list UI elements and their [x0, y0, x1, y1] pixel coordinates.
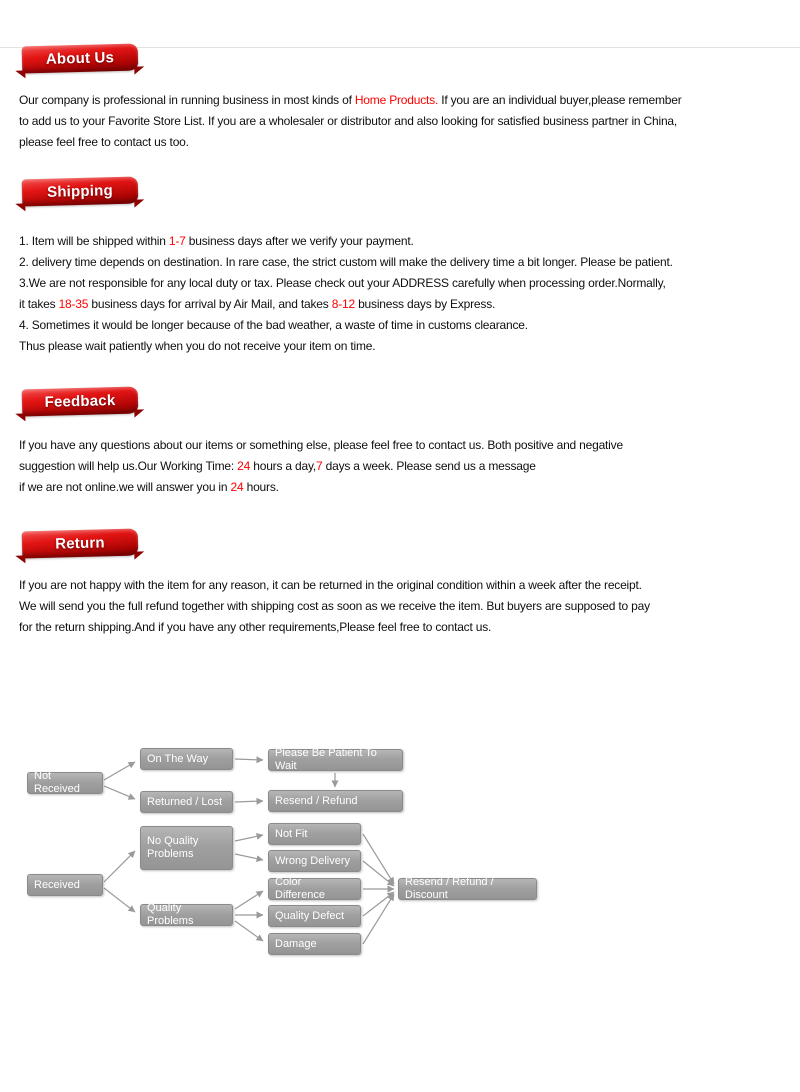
text-segment: 3.We are not responsible for any local duty or tax. Please check out your ADDRESS carefully when processing order.Normally, — [19, 276, 666, 290]
text-line — [19, 132, 797, 153]
section-about — [0, 45, 800, 153]
node-label: Wrong Delivery — [275, 854, 350, 867]
flowchart-node-quality-problems — [140, 904, 233, 926]
text-segment: for the return shipping.And if you have any other requirements,Please feel free to contact us. — [19, 620, 492, 634]
about-ribbon-banner — [22, 43, 139, 73]
text-line — [19, 294, 797, 315]
text-line — [19, 575, 797, 596]
return-paragraph — [19, 575, 797, 638]
node-label: Not Fit — [275, 827, 308, 840]
node-label: On The Way — [147, 752, 209, 765]
text-line — [19, 477, 797, 498]
text-segment: business days for arrival by Air Mail, and takes — [88, 297, 332, 311]
text-line — [19, 435, 797, 456]
flowchart-node-on-the-way — [140, 748, 233, 770]
text-segment: hours a day, — [250, 459, 316, 473]
feedback-paragraph — [19, 435, 797, 498]
text-segment: if we are not online.we will answer you in — [19, 480, 231, 494]
highlighted-text: Home Products. — [354, 93, 439, 107]
text-segment: Our company is professional in running business in most kinds of — [19, 93, 355, 107]
node-label: Not Received — [34, 770, 80, 795]
flowchart-node-quality-defect — [268, 905, 361, 927]
highlighted-text: 7 — [316, 459, 323, 473]
flowchart-node-no-quality-problems — [140, 826, 233, 870]
section-feedback — [0, 388, 800, 498]
node-label: No Quality Problems — [147, 835, 199, 860]
text-line — [19, 252, 797, 273]
node-label: Returned / Lost — [147, 795, 223, 808]
text-line — [19, 231, 797, 252]
text-segment: Thus please wait patiently when you do not receive your item on time. — [19, 339, 376, 353]
flowchart-node-not-fit — [268, 823, 361, 845]
text-segment: business days after we verify your payment. — [185, 234, 414, 248]
text-segment: business days by Express. — [354, 297, 496, 311]
text-line — [19, 90, 797, 111]
highlighted-text: 24 — [230, 480, 244, 494]
text-line — [19, 456, 797, 477]
text-segment: hours. — [243, 480, 279, 494]
text-segment: If you are not happy with the item for any reason, it can be returned in the original condition within a week after the receipt. — [19, 578, 642, 592]
node-label: Please Be Patient To Wait — [275, 747, 377, 772]
return-ribbon-label: Return — [55, 534, 105, 553]
feedback-ribbon-banner — [22, 386, 139, 416]
text-segment: We will send you the full refund together with shipping cost as soon as we receive the item. But buyers are supposed to pay — [19, 599, 650, 613]
text-segment: If you are an individual buyer,please remember — [438, 93, 682, 107]
text-segment: If you have any questions about our items or something else, please feel free to contact us. Both positive and negative — [19, 438, 623, 452]
node-label: Received — [34, 878, 80, 891]
text-line — [19, 596, 797, 617]
text-segment: days a week. Please send us a message — [322, 459, 536, 473]
text-segment: 1. Item will be shipped within — [19, 234, 169, 248]
node-label: Damage — [275, 937, 317, 950]
flowchart-node-color-difference — [268, 878, 361, 900]
about-paragraph — [19, 90, 797, 153]
shipping-ribbon-label: Shipping — [46, 182, 114, 201]
node-label: Resend / Refund / Discount — [405, 876, 494, 901]
flowchart-node-be-patient — [268, 749, 403, 771]
text-segment: to add us to your Favorite Store List. If you are a wholesaler or distributor and also looking for satisfied business partner in China, — [19, 114, 678, 128]
section-shipping — [0, 178, 800, 357]
node-label: Quality Defect — [275, 909, 345, 922]
highlighted-text: 24 — [237, 459, 251, 473]
section-return — [0, 530, 800, 638]
about-ribbon-label: About Us — [45, 49, 115, 68]
text-segment: suggestion will help us.Our Working Time: — [19, 459, 238, 473]
node-label: Quality Problems — [147, 902, 194, 927]
return-ribbon-banner — [22, 528, 139, 558]
node-label: Color Difference — [275, 876, 325, 901]
node-label: Resend / Refund — [275, 794, 358, 807]
flowchart-node-not-received — [27, 772, 103, 794]
flowchart-node-resend-refund-discount — [398, 878, 537, 900]
text-segment: 4. Sometimes it would be longer because of the bad weather, a waste of time in customs clearance. — [19, 318, 528, 332]
text-line — [19, 315, 797, 336]
text-line — [19, 111, 797, 132]
shipping-ribbon-banner — [22, 176, 139, 206]
highlighted-text: 1-7 — [168, 234, 186, 248]
text-line — [19, 273, 797, 294]
text-line — [19, 336, 797, 357]
flowchart — [0, 738, 560, 966]
flowchart-node-returned-lost — [140, 791, 233, 813]
text-segment: 2. delivery time depends on destination. In rare case, the strict custom will make the delivery time a bit longer. Please be patient. — [19, 255, 673, 269]
shipping-paragraph — [19, 231, 797, 357]
text-segment: please feel free to contact us too. — [19, 135, 189, 149]
text-segment: it takes — [19, 297, 59, 311]
flowchart-node-wrong-delivery — [268, 850, 361, 872]
flowchart-node-damage — [268, 933, 361, 955]
text-line — [19, 617, 797, 638]
flowchart-node-resend-refund — [268, 790, 403, 812]
flowchart-node-received — [27, 874, 103, 896]
highlighted-text: 8-12 — [331, 297, 355, 311]
feedback-ribbon-label: Feedback — [44, 392, 116, 411]
highlighted-text: 18-35 — [58, 297, 89, 311]
